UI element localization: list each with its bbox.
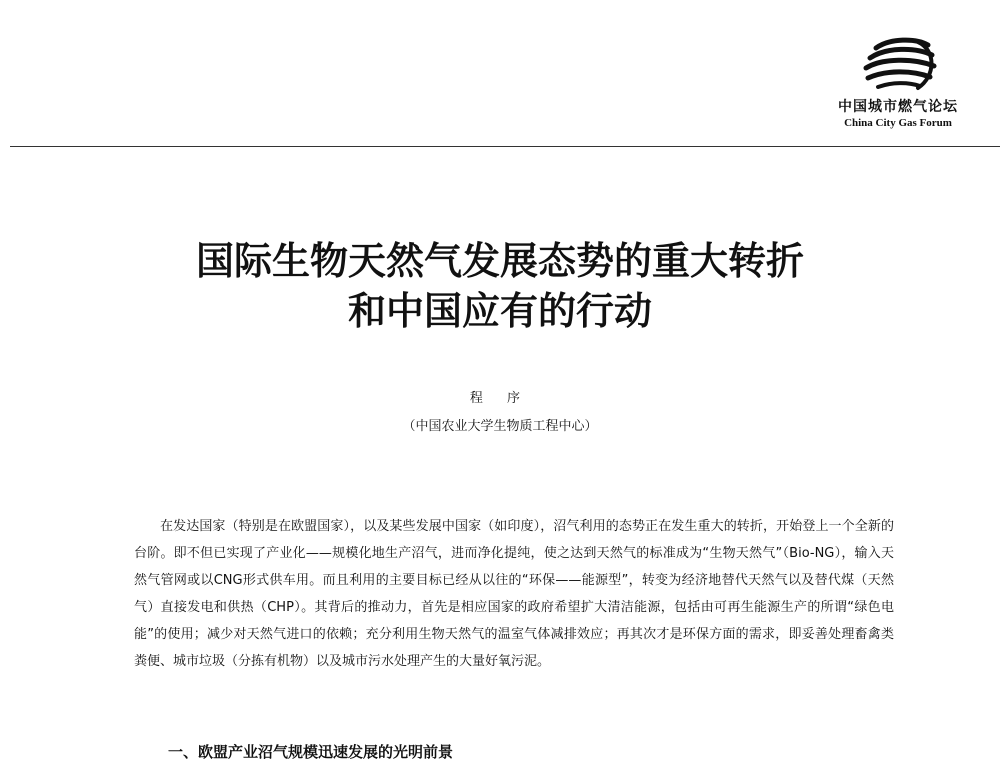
- forum-name-en: China City Gas Forum: [844, 117, 952, 129]
- title-line-1: 国际生物天然气发展态势的重大转折: [195, 238, 804, 283]
- forum-logo: [828, 36, 968, 129]
- body-text: [134, 513, 894, 675]
- article-title: [0, 236, 1000, 336]
- gas-flame-swoosh-logo-icon: [856, 36, 940, 94]
- author-affiliation: （中国农业大学生物质工程中心）: [402, 419, 598, 434]
- title-line-2: 和中国应有的行动: [347, 288, 652, 333]
- forum-name-cn: 中国城市燃气论坛: [838, 99, 958, 115]
- author-name: 程 序: [469, 391, 531, 406]
- section-heading: 一、欧盟产业沼气规模迅速发展的光明前景: [168, 743, 454, 761]
- paragraph: 在发达国家（特别是在欧盟国家），以及某些发展中国家（如印度），沼气利用的态势正在发生重大的转折，开始登上一个全新的台阶。即不但已实现了产业化——规模化地生产沼气，进而净化提纯，使之达到天然气的标准成为“生物天然气”（Bio-NG），输入天然气管网或以CNG形式供车用。而且利用的主要目标已经从以往的“环保——能源型”，转变为经济地替代天然气以及替代煤（天然气）直接发电和供热（CHP）。其背后的推动力，首先是相应国家的政府希望扩大清洁能源，包括由可再生能源生产的所谓“绿色电能”的使用；减少对天然气进口的依赖；充分利用生物天然气的温室气体减排效应；再其次才是环保方面的需求，即妥善处理畜禽类粪便、城市垃圾（分拣有机物）以及城市污水处理产生的大量好氧污泥。: [134, 519, 894, 669]
- header-divider: [10, 146, 1000, 147]
